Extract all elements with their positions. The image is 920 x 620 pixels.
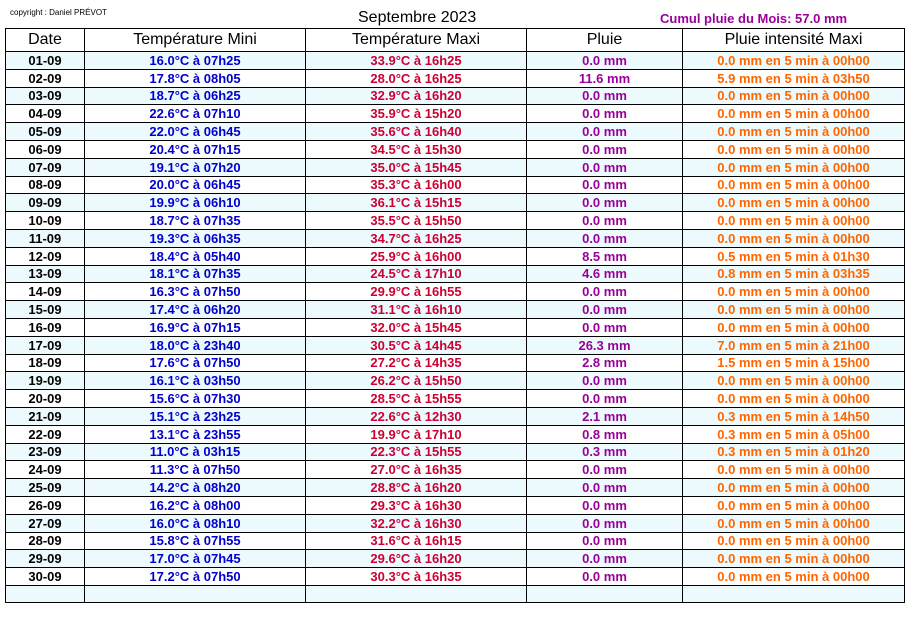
- cell-rain: 0.0 mm: [527, 301, 683, 319]
- cell-temp-max: 29.3°C à 16h30: [306, 496, 527, 514]
- cell-rain-intensity: 0.0 mm en 5 min à 00h00: [683, 105, 905, 123]
- cell-temp-min: 22.0°C à 06h45: [85, 123, 306, 141]
- cell-temp-min: 18.0°C à 23h40: [85, 336, 306, 354]
- cell-date: 21-09: [6, 407, 85, 425]
- cell-date: 19-09: [6, 372, 85, 390]
- cell-temp-min: 18.7°C à 07h35: [85, 212, 306, 230]
- cell-rain-intensity: 0.0 mm en 5 min à 00h00: [683, 176, 905, 194]
- cell-rain: 8.5 mm: [527, 247, 683, 265]
- table-row: [6, 568, 905, 586]
- cell-temp-min: 19.1°C à 07h20: [85, 158, 306, 176]
- cell-temp-max: 28.8°C à 16h20: [306, 479, 527, 497]
- table-row: [6, 372, 905, 390]
- cell-temp-max: 30.5°C à 14h45: [306, 336, 527, 354]
- cell-temp-min: 18.7°C à 06h25: [85, 87, 306, 105]
- cell-temp-min: 16.9°C à 07h15: [85, 318, 306, 336]
- cell-rain: 0.0 mm: [527, 514, 683, 532]
- cell-rain: 0.0 mm: [527, 479, 683, 497]
- table-row: [6, 69, 905, 87]
- cell-rain: 0.0 mm: [527, 123, 683, 141]
- cell-date: 11-09: [6, 229, 85, 247]
- cell-date: 06-09: [6, 140, 85, 158]
- table-row: [6, 496, 905, 514]
- table-row: [6, 105, 905, 123]
- table-row: [6, 229, 905, 247]
- cell-temp-max: 31.6°C à 16h15: [306, 532, 527, 550]
- cell-temp-min: 20.4°C à 07h15: [85, 140, 306, 158]
- cell-date: 22-09: [6, 425, 85, 443]
- cell-rain: 0.0 mm: [527, 532, 683, 550]
- cell-temp-min: 15.8°C à 07h55: [85, 532, 306, 550]
- cell-temp-max: 22.3°C à 15h55: [306, 443, 527, 461]
- cell-temp-max: 32.2°C à 16h30: [306, 514, 527, 532]
- cell-date: 02-09: [6, 69, 85, 87]
- table-row: [6, 425, 905, 443]
- table-row: [6, 407, 905, 425]
- table-row: [6, 140, 905, 158]
- cell-temp-max: 19.9°C à 17h10: [306, 425, 527, 443]
- header-row: [6, 29, 905, 52]
- cell-date: 14-09: [6, 283, 85, 301]
- cell-rain: 0.0 mm: [527, 372, 683, 390]
- cell-temp-max: 28.5°C à 15h55: [306, 390, 527, 408]
- cell-temp-max: 35.6°C à 16h40: [306, 123, 527, 141]
- header-temp-min: Température Mini: [85, 29, 306, 52]
- cell-rain: 0.0 mm: [527, 461, 683, 479]
- monthly-rain-total: Cumul pluie du Mois: 57.0 mm: [660, 11, 848, 26]
- copyright-note: copyright : Daniel PRÉVOT: [10, 8, 107, 17]
- empty-cell: [306, 585, 527, 602]
- cell-rain: 2.1 mm: [527, 407, 683, 425]
- cell-rain-intensity: 0.0 mm en 5 min à 00h00: [683, 318, 905, 336]
- cell-rain-intensity: 0.0 mm en 5 min à 00h00: [683, 229, 905, 247]
- cell-temp-min: 16.2°C à 08h00: [85, 496, 306, 514]
- cell-date: 10-09: [6, 212, 85, 230]
- cell-rain-intensity: 0.0 mm en 5 min à 00h00: [683, 52, 905, 70]
- cell-rain: 4.6 mm: [527, 265, 683, 283]
- cell-rain-intensity: 0.0 mm en 5 min à 00h00: [683, 123, 905, 141]
- table-row: [6, 461, 905, 479]
- cell-date: 01-09: [6, 52, 85, 70]
- cell-rain-intensity: 0.0 mm en 5 min à 00h00: [683, 158, 905, 176]
- table-row: [6, 194, 905, 212]
- cell-temp-min: 20.0°C à 06h45: [85, 176, 306, 194]
- cell-rain-intensity: 0.0 mm en 5 min à 00h00: [683, 461, 905, 479]
- cell-rain-intensity: 0.0 mm en 5 min à 00h00: [683, 372, 905, 390]
- cell-temp-max: 35.9°C à 15h20: [306, 105, 527, 123]
- cell-date: 07-09: [6, 158, 85, 176]
- cell-rain-intensity: 0.5 mm en 5 min à 01h30: [683, 247, 905, 265]
- cell-rain-intensity: 0.3 mm en 5 min à 14h50: [683, 407, 905, 425]
- cell-temp-max: 32.9°C à 16h20: [306, 87, 527, 105]
- cell-temp-max: 35.5°C à 15h50: [306, 212, 527, 230]
- cell-temp-max: 26.2°C à 15h50: [306, 372, 527, 390]
- cell-rain-intensity: 0.0 mm en 5 min à 00h00: [683, 479, 905, 497]
- cell-date: 27-09: [6, 514, 85, 532]
- cell-rain-intensity: 0.0 mm en 5 min à 00h00: [683, 390, 905, 408]
- empty-cell: [6, 585, 85, 602]
- header-temp-max: Température Maxi: [306, 29, 527, 52]
- cell-temp-max: 30.3°C à 16h35: [306, 568, 527, 586]
- table-row: [6, 247, 905, 265]
- cell-rain-intensity: 0.0 mm en 5 min à 00h00: [683, 212, 905, 230]
- cell-date: 24-09: [6, 461, 85, 479]
- cell-rain: 0.0 mm: [527, 283, 683, 301]
- cell-temp-min: 16.1°C à 03h50: [85, 372, 306, 390]
- cell-temp-min: 15.6°C à 07h30: [85, 390, 306, 408]
- table-row: [6, 87, 905, 105]
- table-row: [6, 158, 905, 176]
- cell-temp-max: 22.6°C à 12h30: [306, 407, 527, 425]
- cell-rain-intensity: 0.3 mm en 5 min à 01h20: [683, 443, 905, 461]
- table-row: [6, 390, 905, 408]
- table-row: [6, 532, 905, 550]
- empty-row: [6, 585, 905, 602]
- table-row: [6, 265, 905, 283]
- empty-cell: [85, 585, 306, 602]
- cell-rain-intensity: 0.3 mm en 5 min à 05h00: [683, 425, 905, 443]
- cell-rain: 2.8 mm: [527, 354, 683, 372]
- cell-rain: 0.0 mm: [527, 105, 683, 123]
- cell-rain-intensity: 0.0 mm en 5 min à 00h00: [683, 532, 905, 550]
- cell-rain: 0.3 mm: [527, 443, 683, 461]
- table-row: [6, 318, 905, 336]
- cell-rain: 0.0 mm: [527, 52, 683, 70]
- cell-temp-min: 11.3°C à 07h50: [85, 461, 306, 479]
- cell-date: 29-09: [6, 550, 85, 568]
- cell-temp-min: 15.1°C à 23h25: [85, 407, 306, 425]
- cell-date: 04-09: [6, 105, 85, 123]
- table-row: [6, 52, 905, 70]
- cell-date: 20-09: [6, 390, 85, 408]
- table-row: [6, 176, 905, 194]
- cell-temp-min: 18.4°C à 05h40: [85, 247, 306, 265]
- cell-rain-intensity: 7.0 mm en 5 min à 21h00: [683, 336, 905, 354]
- weather-table: [5, 28, 905, 603]
- cell-date: 28-09: [6, 532, 85, 550]
- cell-rain-intensity: 0.0 mm en 5 min à 00h00: [683, 87, 905, 105]
- cell-temp-max: 35.3°C à 16h00: [306, 176, 527, 194]
- cell-rain: 0.0 mm: [527, 87, 683, 105]
- cell-date: 17-09: [6, 336, 85, 354]
- table-row: [6, 479, 905, 497]
- cell-temp-min: 16.0°C à 07h25: [85, 52, 306, 70]
- cell-rain: 26.3 mm: [527, 336, 683, 354]
- cell-temp-min: 19.3°C à 06h35: [85, 229, 306, 247]
- cell-temp-max: 34.7°C à 16h25: [306, 229, 527, 247]
- table-row: [6, 283, 905, 301]
- table-body: [6, 52, 905, 603]
- cell-temp-min: 16.0°C à 08h10: [85, 514, 306, 532]
- cell-rain: 0.0 mm: [527, 550, 683, 568]
- cell-rain: 0.0 mm: [527, 496, 683, 514]
- cell-rain: 11.6 mm: [527, 69, 683, 87]
- cell-date: 23-09: [6, 443, 85, 461]
- cell-date: 16-09: [6, 318, 85, 336]
- cell-temp-min: 18.1°C à 07h35: [85, 265, 306, 283]
- cell-temp-min: 17.8°C à 08h05: [85, 69, 306, 87]
- cell-temp-min: 22.6°C à 07h10: [85, 105, 306, 123]
- cell-temp-max: 29.6°C à 16h20: [306, 550, 527, 568]
- cell-temp-min: 17.0°C à 07h45: [85, 550, 306, 568]
- table-row: [6, 550, 905, 568]
- cell-temp-max: 32.0°C à 15h45: [306, 318, 527, 336]
- cell-rain-intensity: 0.0 mm en 5 min à 00h00: [683, 283, 905, 301]
- header-date: Date: [6, 29, 85, 52]
- header-rain: Pluie: [527, 29, 683, 52]
- cell-temp-min: 16.3°C à 07h50: [85, 283, 306, 301]
- cell-rain: 0.0 mm: [527, 568, 683, 586]
- table-row: [6, 301, 905, 319]
- cell-temp-max: 28.0°C à 16h25: [306, 69, 527, 87]
- table-row: [6, 354, 905, 372]
- cell-temp-max: 35.0°C à 15h45: [306, 158, 527, 176]
- cell-temp-min: 11.0°C à 03h15: [85, 443, 306, 461]
- cell-temp-max: 27.0°C à 16h35: [306, 461, 527, 479]
- cell-date: 25-09: [6, 479, 85, 497]
- cell-temp-max: 25.9°C à 16h00: [306, 247, 527, 265]
- cell-date: 03-09: [6, 87, 85, 105]
- cell-rain-intensity: 0.0 mm en 5 min à 00h00: [683, 514, 905, 532]
- cell-temp-min: 17.6°C à 07h50: [85, 354, 306, 372]
- cell-rain-intensity: 0.0 mm en 5 min à 00h00: [683, 496, 905, 514]
- cell-rain: 0.0 mm: [527, 318, 683, 336]
- cell-temp-min: 17.2°C à 07h50: [85, 568, 306, 586]
- cell-date: 13-09: [6, 265, 85, 283]
- cell-rain: 0.0 mm: [527, 158, 683, 176]
- empty-cell: [527, 585, 683, 602]
- table-row: [6, 443, 905, 461]
- cell-temp-min: 14.2°C à 08h20: [85, 479, 306, 497]
- table-row: [6, 336, 905, 354]
- cell-rain: 0.0 mm: [527, 176, 683, 194]
- cell-date: 12-09: [6, 247, 85, 265]
- cell-rain-intensity: 1.5 mm en 5 min à 15h00: [683, 354, 905, 372]
- cell-rain-intensity: 0.8 mm en 5 min à 03h35: [683, 265, 905, 283]
- empty-cell: [683, 585, 905, 602]
- cell-date: 26-09: [6, 496, 85, 514]
- cell-temp-min: 13.1°C à 23h55: [85, 425, 306, 443]
- cell-rain: 0.0 mm: [527, 212, 683, 230]
- header-rain-intensity: Pluie intensité Maxi: [683, 29, 905, 52]
- table-row: [6, 123, 905, 141]
- cell-rain-intensity: 0.0 mm en 5 min à 00h00: [683, 550, 905, 568]
- cell-rain-intensity: 0.0 mm en 5 min à 00h00: [683, 140, 905, 158]
- cell-temp-min: 19.9°C à 06h10: [85, 194, 306, 212]
- cell-rain-intensity: 0.0 mm en 5 min à 00h00: [683, 194, 905, 212]
- cell-temp-max: 34.5°C à 15h30: [306, 140, 527, 158]
- cell-rain: 0.0 mm: [527, 390, 683, 408]
- table-row: [6, 514, 905, 532]
- page-title: Septembre 2023: [358, 9, 477, 26]
- cell-temp-max: 36.1°C à 15h15: [306, 194, 527, 212]
- cell-temp-max: 29.9°C à 16h55: [306, 283, 527, 301]
- cell-rain: 0.0 mm: [527, 229, 683, 247]
- cell-temp-max: 31.1°C à 16h10: [306, 301, 527, 319]
- table-row: [6, 212, 905, 230]
- cell-date: 05-09: [6, 123, 85, 141]
- cell-temp-max: 24.5°C à 17h10: [306, 265, 527, 283]
- cell-date: 18-09: [6, 354, 85, 372]
- cell-rain-intensity: 0.0 mm en 5 min à 00h00: [683, 568, 905, 586]
- cell-rain-intensity: 5.9 mm en 5 min à 03h50: [683, 69, 905, 87]
- cell-rain: 0.8 mm: [527, 425, 683, 443]
- cell-temp-min: 17.4°C à 06h20: [85, 301, 306, 319]
- cell-rain: 0.0 mm: [527, 194, 683, 212]
- cell-date: 15-09: [6, 301, 85, 319]
- cell-date: 09-09: [6, 194, 85, 212]
- cell-date: 30-09: [6, 568, 85, 586]
- cell-date: 08-09: [6, 176, 85, 194]
- cell-temp-max: 27.2°C à 14h35: [306, 354, 527, 372]
- cell-rain-intensity: 0.0 mm en 5 min à 00h00: [683, 301, 905, 319]
- cell-temp-max: 33.9°C à 16h25: [306, 52, 527, 70]
- cell-rain: 0.0 mm: [527, 140, 683, 158]
